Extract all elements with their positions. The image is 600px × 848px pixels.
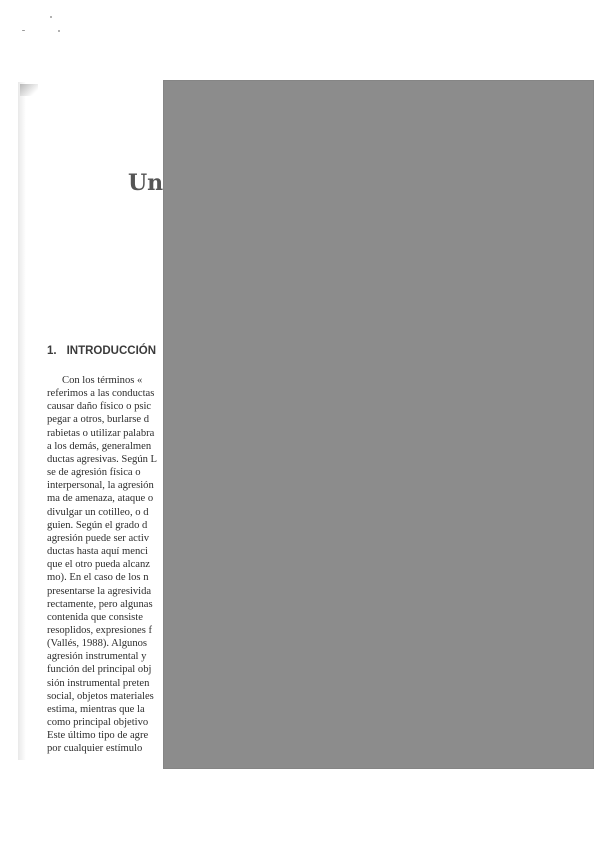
body-text-line: se de agresión física o — [47, 467, 141, 479]
body-text-line: por cualquier estímulo — [47, 743, 143, 755]
body-text-line: (Vallés, 1988). Algunos — [47, 638, 148, 650]
body-text-line: Con los términos « — [62, 375, 143, 386]
scan-speck — [50, 16, 52, 18]
section-heading — [47, 345, 156, 357]
body-text-line: causar daño físico o psic — [47, 401, 152, 413]
page-edge-shadow — [18, 82, 26, 760]
section-title: INTRODUCCIÓN — [66, 345, 157, 357]
page-corner-mark — [20, 84, 38, 96]
body-text-line: ma de amenaza, ataque o — [47, 493, 154, 505]
body-text-line: guien. Según el grado d — [47, 519, 148, 531]
body-text-line: sión instrumental preten — [47, 677, 150, 689]
body-text-line: agresión instrumental y — [47, 651, 147, 663]
body-text-line: contenida que consiste — [47, 611, 143, 623]
redaction-overlay — [163, 80, 594, 769]
body-text-line: rabietas o utilizar palabra — [47, 427, 155, 439]
body-text-line: referimos a las conductas — [47, 388, 155, 400]
body-text-line: rectamente, pero algunas — [47, 598, 153, 610]
body-text-line: social, objetos materiales — [47, 690, 154, 702]
body-text-line: ductas agresivas. Según L — [47, 453, 158, 465]
body-text-line: presentarse la agresivida — [47, 585, 152, 597]
body-text-line: estima, mientras que la — [47, 703, 145, 715]
body-text-line: interpersonal, la agresión — [47, 480, 154, 492]
body-text-line: a los demás, generalmen — [47, 440, 152, 452]
chapter-title: Un — [128, 170, 164, 196]
scan-speck — [22, 30, 25, 31]
section-number: 1. — [47, 345, 57, 357]
body-text-line: mo). En el caso de los n — [47, 572, 149, 584]
scan-speck — [58, 30, 60, 32]
body-text-line: como principal objetivo — [47, 717, 149, 729]
body-text-line: pegar a otros, burlarse d — [47, 414, 150, 426]
body-text-line: divulgar un cotilleo, o d — [47, 506, 149, 518]
body-text-line: función del principal obj — [47, 664, 152, 676]
body-text-line: agresión puede ser activ — [47, 532, 150, 544]
body-text-line: ductas hasta aquí menci — [47, 546, 148, 558]
body-text-line: Este último tipo de agre — [47, 730, 149, 742]
body-text-line: que el otro pueda alcanz — [47, 559, 150, 571]
body-text-line: resoplidos, expresiones f — [47, 624, 153, 636]
